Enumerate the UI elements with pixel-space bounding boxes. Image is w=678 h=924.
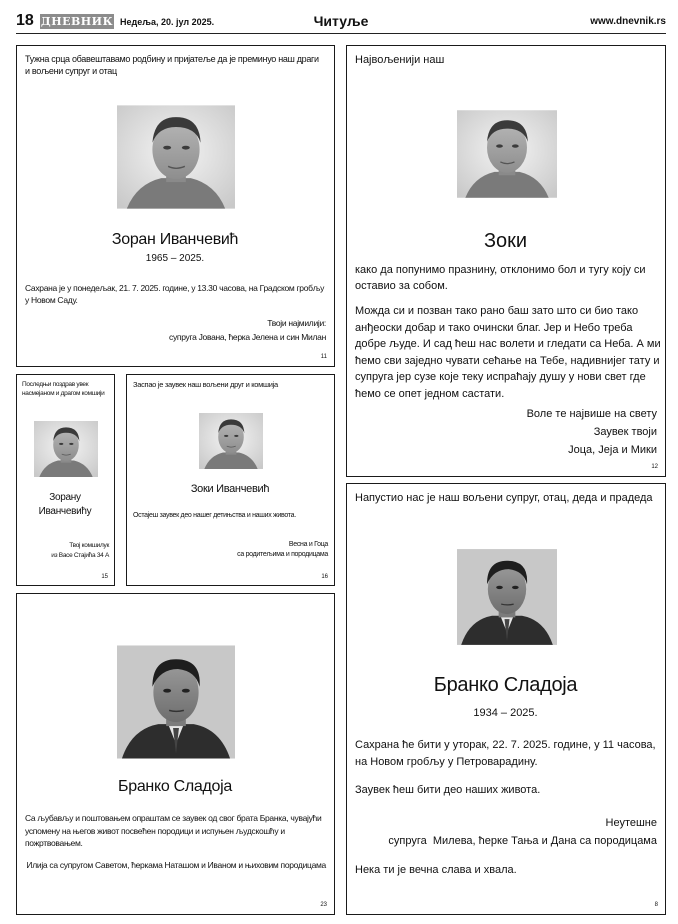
signature-line-1: Неутешне — [605, 817, 657, 829]
obituary-zoki-16 — [126, 374, 335, 586]
deceased-name-line-1: Зорану — [49, 492, 81, 503]
signature-line-2: са родитељима и породицама — [237, 551, 328, 558]
obituary-intro: Последњи поздрав увек насмејаном и драгом комшији — [22, 381, 105, 397]
obituary-intro: Највољенији наш — [355, 54, 445, 66]
closing-line: Нека ти је вечна слава и хвала. — [355, 864, 517, 876]
signature-line-2: супруга Милева, ћерке Тања и Дана са породицама — [388, 835, 657, 847]
message-text: Са љубављу и поштовањем опраштам се заувек од свог брата Бранка, чувајући успомену на његов живот посвећен породици и испуњен људскошћу и пожртвовањем. — [25, 813, 322, 848]
obituary-zoran-15 — [16, 374, 115, 586]
page-header — [16, 12, 666, 34]
deceased-name: Бранко Сладоја — [118, 778, 232, 795]
deceased-name: Бранко Сладоја — [433, 674, 578, 696]
ad-number: 15 — [101, 574, 108, 580]
signature-line-2: супруга Јована, ћерка Јелена и син Милан — [169, 332, 326, 342]
website-link[interactable]: www.dnevnik.rs — [590, 16, 666, 27]
obituary-branko-8 — [346, 483, 666, 915]
message-paragraph-1: како да попунимо празнину, отклонимо бол и тугу коју си оставио за собом. — [355, 264, 646, 292]
portrait-photo — [117, 91, 235, 223]
funeral-info: Сахрана је у понедељак, 21. 7. 2025. године, у 13.30 часова, на Градском гробљу у Новом Саду. — [25, 283, 325, 305]
message-text: Остајеш заувек део нашег детињства и наших живота. — [133, 512, 296, 519]
page-number: 18 — [16, 12, 34, 29]
ad-number: 23 — [320, 902, 327, 908]
ad-number: 8 — [654, 902, 658, 908]
signature-line-2: Заувек твоји — [593, 426, 657, 438]
portrait-photo — [457, 526, 557, 668]
obituary-intro: Заспао је заувек наш вољени друг и комшија — [133, 380, 278, 389]
life-years: 1934 – 2025. — [473, 707, 538, 719]
deceased-name: Зоки Иванчевић — [190, 483, 270, 495]
portrait-photo — [199, 403, 263, 479]
signature-line-1: Воле те највише на свету — [526, 408, 657, 420]
issue-date: Недеља, 20. јул 2025. — [120, 17, 215, 27]
obituary-zoki-12 — [346, 45, 666, 477]
portrait-photo — [117, 637, 235, 767]
signature-line: Илија са супругом Саветом, ћеркама Наташом и Иваном и њиховим породицама — [26, 860, 326, 870]
portrait-photo — [34, 411, 98, 487]
signature-line-2: из Васе Стајића 34 А — [51, 552, 109, 559]
deceased-name-line-2: Иванчевићу — [38, 506, 92, 517]
newspaper-logo: ДНЕВНИК — [40, 15, 114, 28]
message-paragraph-2: Можда си и позван тако рано баш зато што си био тако анђеоски добар и тако очински благ. Јер и Небо треба добре људе. И сад ћеш нас волети и гледати са Неба. А ми ћемо сви заједно чувати сећање на Тебе, надивнијег тату и супруга јер сузе које теку испраћају душу у нови свет где ћемо се опет једном састати. — [355, 305, 661, 400]
ad-number: 12 — [651, 464, 658, 470]
signature-line-3: Јоца, Јеја и Мики — [568, 444, 657, 456]
obituary-intro: Напустио нас је наш вољени супруг, отац, деда и прадеда — [355, 492, 653, 504]
section-title: Читуље — [313, 13, 369, 29]
signature-line-1: Твоји најмилији: — [267, 318, 326, 328]
portrait-photo — [457, 83, 557, 225]
obituary-intro: Тужна срца обавештавамо родбину и пријатеље да је преминуо наш драги и вољени супруг и отац — [25, 54, 319, 76]
deceased-name: Зоран Иванчевић — [111, 231, 239, 248]
obituary-branko-23 — [16, 593, 335, 915]
signature-line-1: Весна и Гоца — [288, 541, 328, 548]
message-line: Заувек ћеш бити део наших живота. — [355, 784, 541, 796]
deceased-name: Зоки — [483, 230, 528, 252]
obituary-zoran-11 — [16, 45, 335, 367]
life-years: 1965 – 2025. — [145, 253, 205, 264]
ad-number: 16 — [321, 574, 328, 580]
signature-line-1: Твој комшилук — [69, 542, 109, 549]
funeral-info: Сахрана ће бити у уторак, 22. 7. 2025. године, у 11 часова, на Новом гробљу у Петроварадину. — [355, 739, 656, 768]
ad-number: 11 — [320, 354, 327, 360]
